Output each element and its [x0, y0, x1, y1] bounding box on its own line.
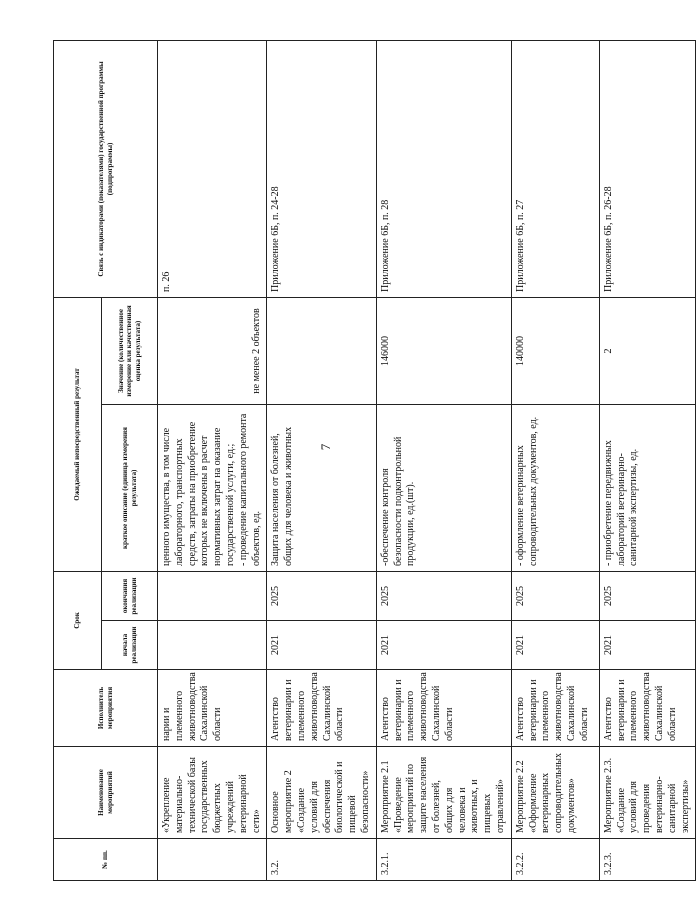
row-desc: -обеспечение контроля безопасности подконтрольной продукции, ед.(шт). — [376, 404, 511, 571]
row-desc: ценного имущества, в том числе лабораторного, транспортных средств, затраты на приобретение которых не включены в расчет нормативных затрат на оказание государственной услуги, ед.; - проведение капитального ремонта объектов, ед. — [158, 404, 267, 571]
header-num: № пп. — [54, 839, 158, 881]
table-body — [54, 40, 696, 880]
row-name: «Укрепление материально-технической базы государственных бюджетных учреждений ветеринарной сети» — [158, 747, 267, 839]
row-desc: - приобретение передвижных лабораторий ветеринарно-санитарной экспертизы, ед. — [599, 404, 696, 571]
row-executor: Агентство ветеринарии и племенного животноводства Сахалинской области — [267, 670, 376, 747]
table-row — [158, 40, 267, 880]
row-end: 2025 — [267, 571, 376, 620]
row-num: 3.2. — [267, 839, 376, 881]
table-row — [376, 40, 511, 880]
row-start — [158, 621, 267, 670]
table-row — [599, 40, 696, 880]
header-result: Ожидаемый непосредственный результат — [54, 297, 102, 571]
row-start: 2021 — [267, 621, 376, 670]
row-link: п. 26 — [158, 40, 267, 297]
row-num: 3.2.3. — [599, 839, 696, 881]
row-desc: Защита населения от болезней, общих для человека и животных — [267, 404, 376, 571]
row-name: Мероприятие 2.2 «Оформление ветеринарных сопроводительных документов» — [511, 747, 599, 839]
row-name: Основное мероприятие 2 «Создание условий для обеспечения биологической и пищевой безопасности» — [267, 747, 376, 839]
rotated-table-wrapper — [53, 41, 691, 881]
row-value: 146000 — [376, 297, 511, 404]
header-name: Наименование мероприятий — [54, 747, 158, 839]
header-row-1 — [54, 40, 102, 880]
row-value — [267, 297, 376, 404]
row-value: 2 — [599, 297, 696, 404]
row-executor: Агентство ветеринарии и племенного животноводства Сахалинской области — [599, 670, 696, 747]
row-num: 3.2.2. — [511, 839, 599, 881]
page-number: 7 — [318, 443, 333, 451]
row-start: 2021 — [511, 621, 599, 670]
row-num — [158, 839, 267, 881]
row-start: 2021 — [376, 621, 511, 670]
row-link: Приложение 6Б, п. 26-28 — [599, 40, 696, 297]
row-executor: нарии и племенного животноводства Сахалинской области — [158, 670, 267, 747]
row-executor: Агентство ветеринарии и племенного животноводства Сахалинской области — [511, 670, 599, 747]
row-end: 2025 — [376, 571, 511, 620]
header-result-desc: краткое описание (единица измерения результата) — [102, 404, 158, 571]
row-end — [158, 571, 267, 620]
row-start: 2021 — [599, 621, 696, 670]
header-term-end: окончания реализации — [102, 571, 158, 620]
row-desc: - оформление ветеринарных сопроводительных документов, ед. — [511, 404, 599, 571]
row-link: Приложение 6Б, п. 27 — [511, 40, 599, 297]
row-num: 3.2.1. — [376, 839, 511, 881]
row-value: 140000 — [511, 297, 599, 404]
row-link: Приложение 6Б, п. 28 — [376, 40, 511, 297]
row-value: не менее 2 объектов — [158, 297, 267, 404]
row-name: Мероприятие 2.1 «Проведение мероприятий по защите населения от болезней, общих для человека и животных, и пищевых отравлений» — [376, 747, 511, 839]
table-row — [511, 40, 599, 880]
row-end: 2025 — [511, 571, 599, 620]
row-executor: Агентство ветеринарии и племенного животноводства Сахалинской области — [376, 670, 511, 747]
row-end: 2025 — [599, 571, 696, 620]
header-term: Срок — [54, 571, 102, 669]
row-name: Мероприятие 2.3. «Создание условий для проведения ветеринарно-санитарной экспертизы» — [599, 747, 696, 839]
table-row — [267, 40, 376, 880]
header-link: Связь с индикаторами (показателями) государственной программы (подпрограммы) — [54, 40, 158, 297]
events-table — [53, 40, 696, 881]
row-link: Приложение 6Б, п. 24-28 — [267, 40, 376, 297]
header-executor: Исполнитель мероприятия — [54, 670, 158, 747]
header-result-value: Значение (количественное измерение или качественная оценка результата) — [102, 297, 158, 404]
header-term-start: начала реализации — [102, 621, 158, 670]
